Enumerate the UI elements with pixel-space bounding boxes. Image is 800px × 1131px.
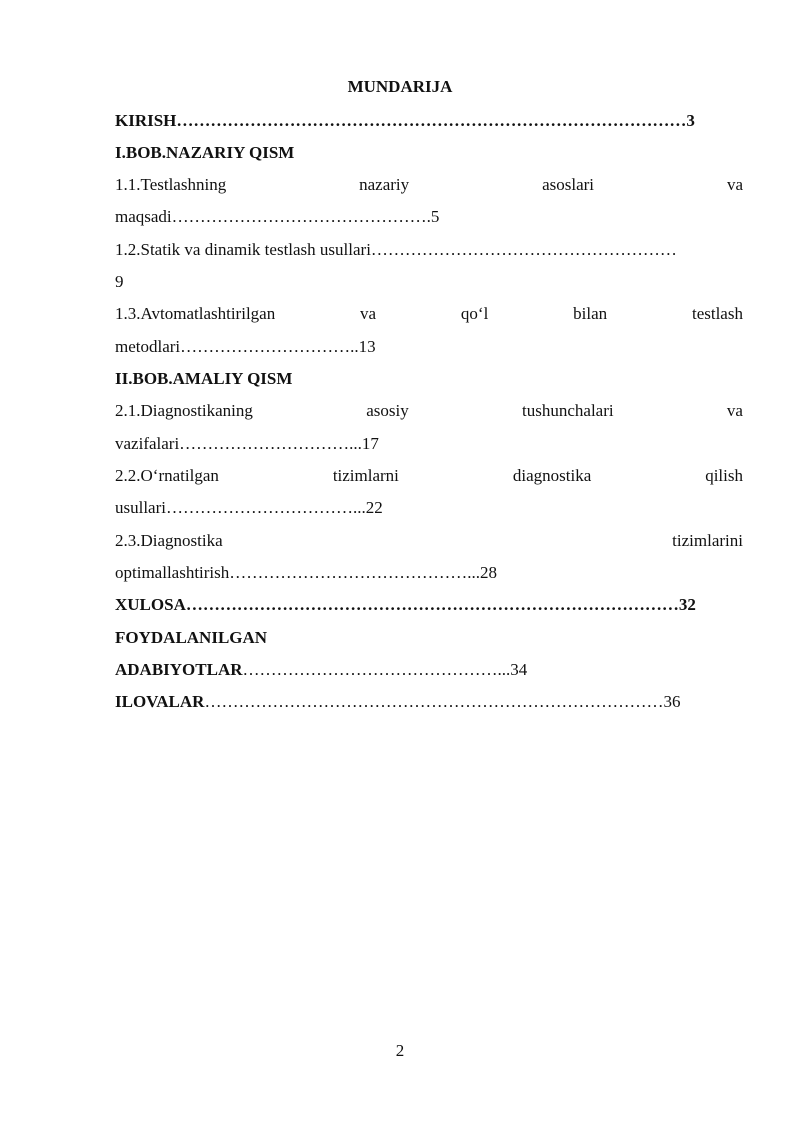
page-number: 2	[395, 1041, 405, 1060]
toc-word: 1.1.Testlashning	[115, 175, 227, 194]
toc-entry-2-3	[115, 530, 743, 552]
toc-entry-foydalanilgan: FOYDALANILGAN	[115, 628, 268, 647]
toc-word: bilan	[573, 304, 608, 323]
toc-word: 1.3.Avtomatlashtirilgan	[115, 304, 276, 323]
toc-word: tizimlarni	[332, 466, 399, 485]
toc-word: tizimlarini	[672, 531, 743, 550]
toc-word: diagnostika	[512, 466, 592, 485]
toc-leader: ………………………………………...34	[242, 660, 528, 679]
toc-entry-ilovalar	[115, 691, 743, 713]
toc-entry-1-1	[115, 174, 743, 196]
toc-label: ILOVALAR	[115, 692, 205, 711]
toc-label: XULOSA……………………………………………………………………………32	[115, 595, 696, 614]
toc-entry-2-2-cont: usullari……………………………...22	[115, 498, 383, 517]
toc-word: qo‘l	[460, 304, 489, 323]
toc-entry-2-1-cont: vazifalari…………………………...17	[115, 434, 379, 453]
toc-entry-1-2: 1.2.Statik va dinamik testlash usullari………………………………………………	[115, 240, 677, 259]
toc-word: va	[360, 304, 377, 323]
toc-label: ADABIYOTLAR	[115, 660, 243, 679]
toc-word: tushunchalari	[522, 401, 614, 420]
toc-entry-kirish: KIRISH………………………………………………………………………………3	[115, 111, 695, 130]
toc-entry-xulosa	[115, 594, 743, 616]
toc-chapter-2: II.BOB.AMALIY QISM	[115, 369, 293, 388]
toc-entry-1-3	[115, 303, 743, 325]
toc-entry-1-1-cont: maqsadi……………………………………….5	[115, 207, 440, 226]
toc-word: nazariy	[359, 175, 410, 194]
toc-entry-1-3-cont: metodlari…………………………..13	[115, 337, 376, 356]
toc-leader: ………………………………………………………………………36	[204, 692, 681, 711]
toc-entry-2-3-cont: optimallashtirish……………………………………...28	[115, 563, 498, 582]
toc-word: asosiy	[366, 401, 409, 420]
toc-entry-2-2	[115, 465, 743, 487]
toc-entry-2-1	[115, 400, 743, 422]
toc-word: va	[726, 175, 743, 194]
toc-entry-adabiyotlar	[115, 659, 743, 681]
toc-word: qilish	[705, 466, 743, 485]
page-title: MUNDARIJA	[347, 77, 453, 96]
toc-word: 2.2.O‘rnatilgan	[115, 466, 219, 485]
toc-entry-1-2-cont: 9	[115, 272, 124, 291]
toc-word: 2.3.Diagnostika	[115, 531, 223, 550]
toc-word: va	[726, 401, 743, 420]
toc-word: asoslari	[542, 175, 595, 194]
toc-chapter-1: I.BOB.NAZARIY QISM	[115, 143, 295, 162]
toc-word: 2.1.Diagnostikaning	[115, 401, 253, 420]
toc-word: testlash	[691, 304, 743, 323]
